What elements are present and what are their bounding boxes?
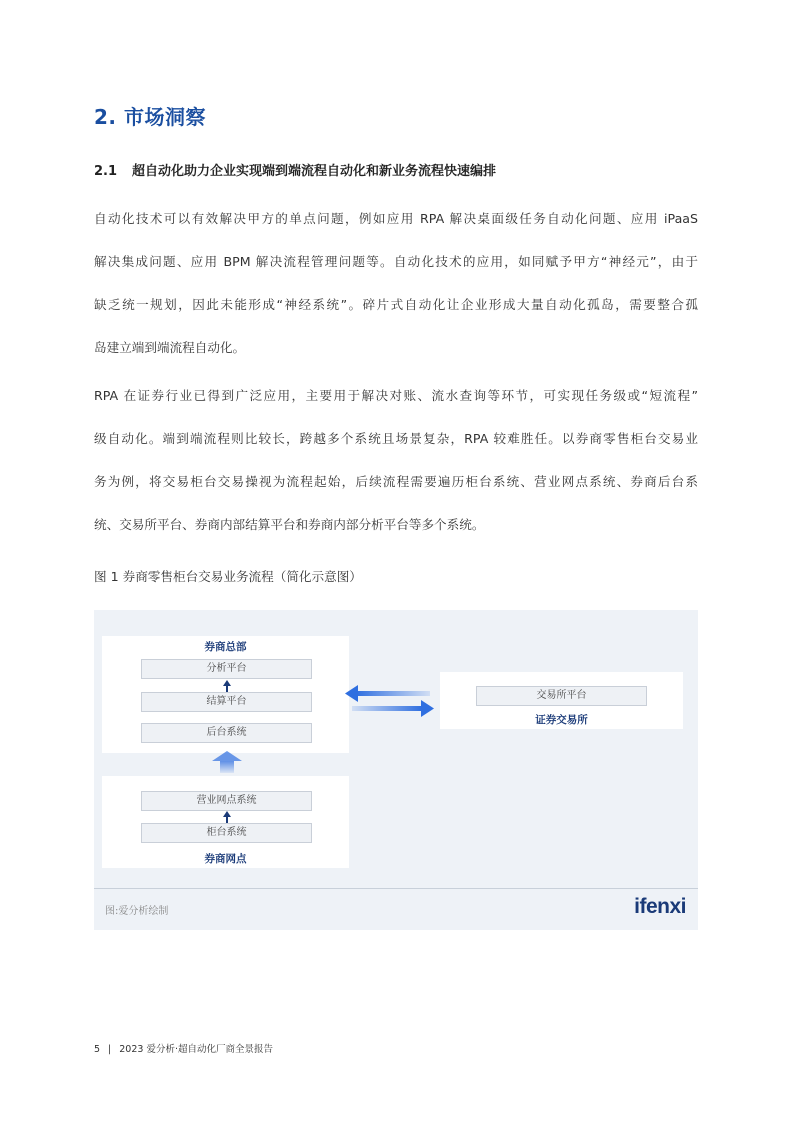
subsection-title <box>94 160 496 179</box>
subsection-number: 2.1 <box>94 164 118 179</box>
subsection-text: 超自动化助力企业实现端到端流程自动化和新业务流程快速编排 <box>132 164 497 179</box>
right-arrow-icon <box>352 700 434 717</box>
exchange-platform-box: 交易所平台 <box>476 686 647 706</box>
left-arrow-icon <box>345 685 430 702</box>
paragraph-1 <box>94 210 698 360</box>
branch-system-box: 营业网点系统 <box>141 791 312 811</box>
figure-divider <box>94 888 698 889</box>
backend-system-box: 后台系统 <box>141 723 312 743</box>
paragraph-line: 缺乏统一规划，因此未能形成“神经系统”。碎片式自动化让企业形成大量自动化孤岛，需要整合孤 <box>94 297 698 312</box>
analysis-platform-box: 分析平台 <box>141 659 312 679</box>
page-number: 5 <box>94 1044 101 1055</box>
connector-arrows <box>94 610 698 930</box>
paragraph-line: 统、交易所平台、券商内部结算平台和券商内部分析平台等多个系统。 <box>94 517 485 532</box>
counter-system-box: 柜台系统 <box>141 823 312 843</box>
hq-panel-title: 券商总部 <box>204 641 247 653</box>
section-title: 2. 市场洞察 <box>94 105 206 129</box>
figure-caption: 图 1 券商零售柜台交易业务流程（简化示意图） <box>94 569 362 584</box>
ifenxi-logo: ifenxi <box>634 895 686 918</box>
exchange-panel-title: 证券交易所 <box>535 714 588 726</box>
big-up-arrow-icon <box>212 751 242 773</box>
paragraph-line: 岛建立端到端流程自动化。 <box>94 340 246 355</box>
flow-diagram <box>94 610 698 930</box>
page-footer <box>94 1041 273 1055</box>
paragraph-line: RPA 在证券行业已得到广泛应用，主要用于解决对账、流水查询等环节，可实现任务级或“短流程” <box>94 388 698 403</box>
paragraph-line: 自动化技术可以有效解决甲方的单点问题，例如应用 RPA 解决桌面级任务自动化问题、应用 iPaaS <box>94 211 698 226</box>
footer-separator: | <box>108 1044 112 1055</box>
paragraph-2 <box>94 387 698 537</box>
figure-source: 图:爱分析绘制 <box>105 906 169 917</box>
branch-panel-title: 券商网点 <box>204 853 247 865</box>
paragraph-line: 解决集成问题、应用 BPM 解决流程管理问题等。自动化技术的应用，如同赋予甲方“神经元”，由于 <box>94 254 698 269</box>
report-title: 2023 爱分析·超自动化厂商全景报告 <box>119 1044 273 1055</box>
paragraph-line: 级自动化。端到端流程则比较长，跨越多个系统且场景复杂，RPA 较难胜任。以券商零售柜台交易业 <box>94 431 698 446</box>
paragraph-line: 务为例，将交易柜台交易操视为流程起始，后续流程需要遍历柜台系统、营业网点系统、券商后台系 <box>94 474 698 489</box>
settlement-platform-box: 结算平台 <box>141 692 312 712</box>
